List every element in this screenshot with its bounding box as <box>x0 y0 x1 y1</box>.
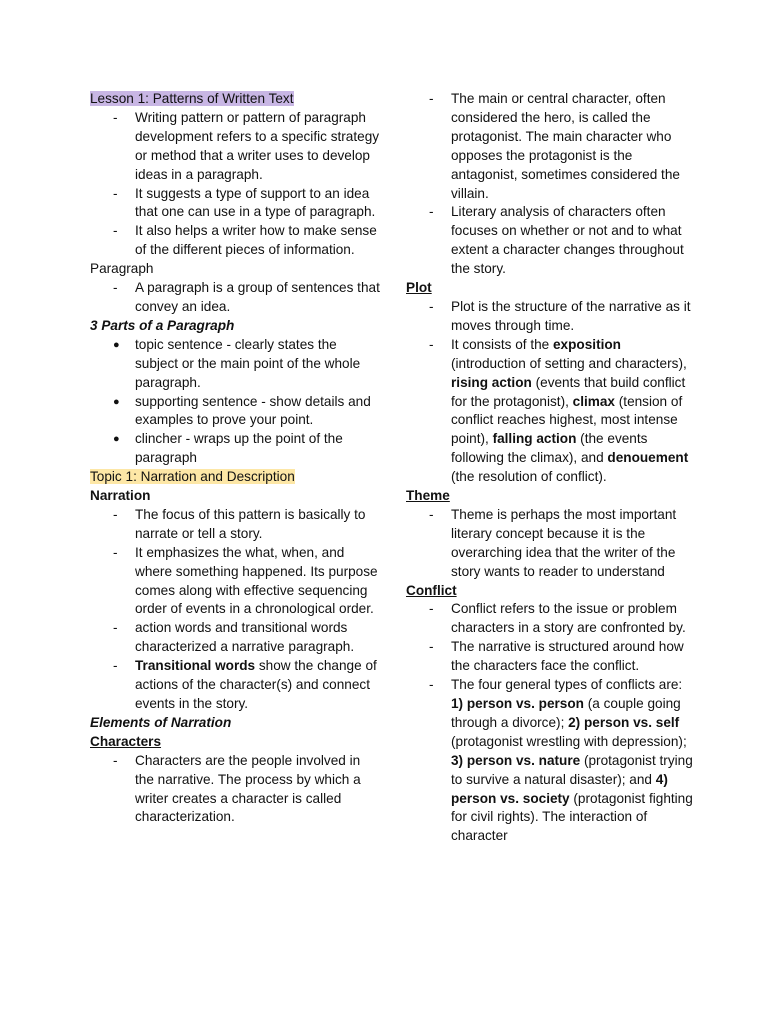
list-item: - Conflict refers to the issue or problem characters in a story are confronted by. <box>429 601 686 636</box>
left-column <box>90 90 380 827</box>
list-item: - Theme is perhaps the most important literary concept because it is the overarching idea that the writer of the story wants to reader to understand <box>429 506 677 579</box>
paragraph-heading: Paragraph <box>90 261 154 277</box>
list-item: - Transitional words show the change of actions of the character(s) and connect events in the story. <box>113 658 377 711</box>
bold-term: climax <box>572 393 615 409</box>
characters-heading: Characters <box>90 733 162 749</box>
list-item: - The main or central character, often considered the hero, is called the protagonist. The main character who opposes the protagonist is the antagonist, sometimes considered the villain. <box>429 91 680 201</box>
list-item: - The narrative is structured around how the characters face the conflict. <box>429 639 684 674</box>
bold-term: Transitional words <box>135 658 256 674</box>
list-item: - It consists of the exposition (introduction of setting and characters), rising action (events that build conflict for the protagonist), climax (tension of conflict reaches highest, most intense point), falling action (the events following the climax), and denouement (the resolution of conflict). <box>429 336 689 485</box>
char-list <box>406 90 696 279</box>
bold-term: exposition <box>553 336 621 352</box>
list-item: - A paragraph is a group of sentences that convey an idea. <box>113 280 380 314</box>
narration-heading: Narration <box>90 488 151 504</box>
list-item: ● clincher - wraps up the point of the paragraph <box>113 431 343 466</box>
list-item: - The focus of this pattern is basically to narrate or tell a story. <box>113 506 366 541</box>
plot-list <box>406 298 696 487</box>
list-item: - Plot is the structure of the narrative as it moves through time. <box>429 298 691 333</box>
lesson-title: Lesson 1: Patterns of Written Text <box>90 91 294 106</box>
lesson-list <box>90 109 380 260</box>
list-item: - It also helps a writer how to make sense of the different pieces of information. <box>113 223 377 258</box>
dash-marker: - <box>429 506 434 522</box>
right-column <box>406 90 696 846</box>
list-item: ● topic sentence - clearly states the subject or the main point of the whole paragraph. <box>113 336 361 390</box>
paragraph-list <box>90 279 380 317</box>
dash-marker: - <box>113 223 118 239</box>
bold-term: 4) person vs. society <box>451 771 668 806</box>
bold-term: 1) person vs. person <box>451 696 584 711</box>
dash-marker: - <box>429 639 434 655</box>
list-item: - It suggests a type of support to an idea that one can use in a type of paragraph. <box>113 185 376 220</box>
theme-list <box>406 506 696 582</box>
bold-term: 3) person vs. nature <box>451 752 581 768</box>
parts-heading: 3 Parts of a Paragraph <box>90 317 235 333</box>
dash-marker: - <box>113 185 118 201</box>
dash-marker: - <box>429 336 434 352</box>
dash-marker: - <box>113 506 118 522</box>
list-item: - action words and transitional words characterized a narrative paragraph. <box>113 620 355 655</box>
theme-heading: Theme <box>406 488 450 504</box>
bold-term: falling action <box>492 431 577 447</box>
list-item: - Writing pattern or pattern of paragraph development refers to a specific strategy or method that a writer uses to develop ideas in a paragraph. <box>113 109 380 182</box>
list-item: - The four general types of conflicts are: 1) person vs. person (a couple going through a divorce); 2) person vs. self (protagonist wrestling with depression); 3) person vs. nature (protagonist trying to survive a natural disaster); and 4) person vs. society (protagonist fighting for civil rights). The interaction of character <box>429 677 693 844</box>
list-item: - Characters are the people involved in the narrative. The process by which a writer creates a character is called characterization. <box>113 752 361 825</box>
dash-marker: - <box>113 620 118 636</box>
dash-marker: - <box>113 109 118 125</box>
conflict-list <box>406 600 696 846</box>
narration-list <box>90 506 380 714</box>
bold-term: denouement <box>607 450 689 466</box>
elements-heading: Elements of Narration <box>90 714 232 730</box>
dash-marker: - <box>429 298 434 314</box>
dash-marker: - <box>429 91 434 106</box>
topic-title: Topic 1: Narration and Description <box>90 469 295 485</box>
dash-marker: - <box>429 204 434 220</box>
dash-marker: - <box>113 658 118 674</box>
dash-marker: - <box>113 280 118 296</box>
dash-marker: - <box>429 677 434 693</box>
bullet-icon: ● <box>113 338 120 351</box>
bullet-icon: ● <box>113 395 120 408</box>
conflict-heading: Conflict <box>406 582 457 598</box>
dash-marker: - <box>113 544 118 560</box>
plot-heading: Plot <box>406 280 432 296</box>
characters-list <box>90 752 380 828</box>
list-item: ● supporting sentence - show details and examples to prove your point. <box>113 393 371 428</box>
list-item: - Literary analysis of characters often focuses on whether or not and to what extent a character changes throughout the story. <box>429 204 684 277</box>
bold-term: rising action <box>451 374 532 390</box>
dash-marker: - <box>429 601 434 617</box>
parts-list <box>90 336 380 468</box>
dash-marker: - <box>113 752 118 768</box>
bullet-icon: ● <box>113 433 120 446</box>
bold-term: 2) person vs. self <box>568 714 680 730</box>
list-item: - It emphasizes the what, when, and where something happened. Its purpose comes along with effective sequencing order of events in a chronological order. <box>113 544 378 617</box>
